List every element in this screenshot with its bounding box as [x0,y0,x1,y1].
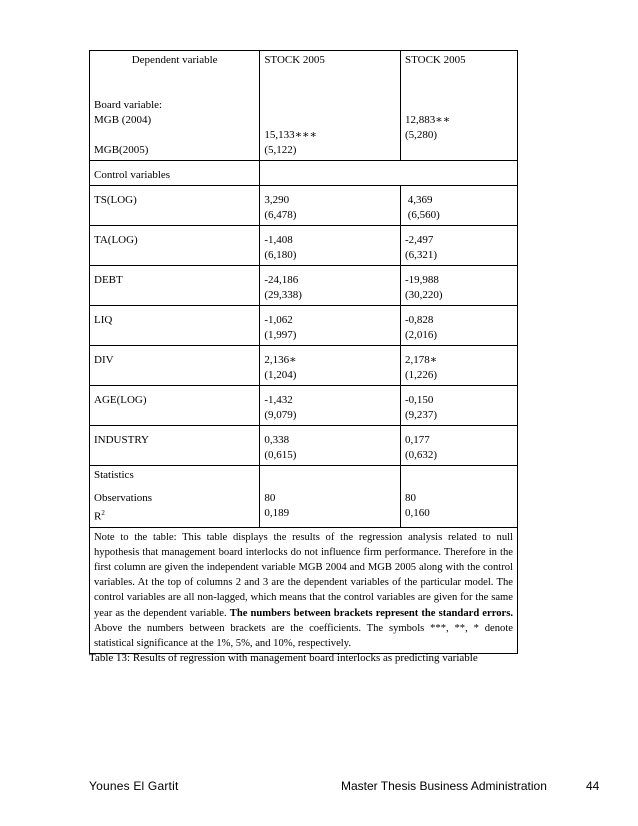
header-cell-col2 [260,51,401,161]
table-row [90,306,518,346]
row-se: (0,615) [264,449,297,461]
row-se: (9,237) [405,409,438,421]
row-label: LIQ [94,314,113,326]
table-caption: Table 13: Results of regression with management board interlocks as predicting variable [89,652,478,664]
row-se: (2,016) [405,329,438,341]
statistics-col2 [260,466,401,528]
row-coef: 4,369 [405,194,433,206]
mgb2005-label: MGB(2005) [94,144,149,156]
header-cell-dependent [90,51,260,161]
statistics-label: Statistics [94,469,134,481]
statistics-col3 [401,466,518,528]
row-se: (1,204) [264,369,297,381]
row-se: (0,632) [405,449,438,461]
table-row [90,346,518,386]
table-row [90,266,518,306]
mgb2005-se: (5,122) [264,144,297,156]
header-row [90,51,518,161]
statistics-row [90,466,518,528]
regression-table [89,50,518,654]
mgb2004-coef: 12,883∗∗ [405,114,451,126]
footer-page-number: 44 [586,779,600,793]
row-se: (30,220) [405,289,443,301]
row-se: (1,226) [405,369,438,381]
statistics-cell [90,466,260,528]
row-coef: -19,988 [405,274,439,286]
board-variable-label: Board variable: [94,99,163,111]
table-note: Note to the table: This table displays the results of the regression analysis related to null hypothesis that management board interlocks do not influence firm performance. Therefore in the first column are given the independent variable MGB 2004 and MGB 2005 along with the control variables. At the top of columns 2 and 3 are the dependent variables of the particular model. The control variables are all non-lagged, which means that the control variables are given for the same year as the dependent variable. The numbers between brackets represent the standard errors. Above the numbers between brackets are the coefficients. The symbols ***, **, * denote statistical significance at the 1%, 5%, and 10%, respectively. [90,527,518,654]
table-row [90,186,518,226]
header-col3-label: STOCK 2005 [405,54,466,66]
footer-title: Master Thesis Business Administration [341,779,547,793]
row-coef: 0,177 [405,434,430,446]
header-dependent-label: Dependent variable [131,54,218,66]
row-coef: 2,178∗ [405,354,438,366]
row-label: DEBT [94,274,123,286]
header-cell-col3 [401,51,518,161]
row-se: (1,997) [264,329,297,341]
control-variables-empty [260,161,518,186]
note-bold-text: The numbers between brackets represent the standard errors. [229,607,513,619]
row-se: (6,180) [264,249,297,261]
control-variables-label: Control variables [90,161,260,186]
row-label: TA(LOG) [94,234,138,246]
mgb2004-se: (5,280) [405,129,438,141]
observations-col2: 80 [264,492,276,504]
row-coef: -0,828 [405,314,434,326]
row-coef: -1,062 [264,314,293,326]
header-col2-label: STOCK 2005 [264,54,325,66]
observations-col3: 80 [405,492,417,504]
row-coef: -24,186 [264,274,299,286]
table-row [90,386,518,426]
row-coef: -2,497 [405,234,434,246]
table-row [90,426,518,466]
row-label: TS(LOG) [94,194,137,206]
control-variables-row [90,161,518,186]
mgb2004-label: MGB (2004) [94,114,152,126]
row-coef: -1,408 [264,234,293,246]
row-label: AGE(LOG) [94,394,147,406]
mgb2005-coef: 15,133∗∗∗ [264,129,317,141]
row-se: (9,079) [264,409,297,421]
r-squared-label: $R^2$ [94,509,105,523]
note-row [90,527,518,654]
row-coef: -1,432 [264,394,293,406]
row-se: (6,321) [405,249,438,261]
table-row [90,226,518,266]
row-coef: 3,290 [264,194,290,206]
row-se: (29,338) [264,289,302,301]
observations-label: Observations [94,492,153,504]
row-coef: 2,136∗ [264,354,297,366]
row-coef: -0,150 [405,394,434,406]
r-squared-col2: 0,189 [264,507,290,519]
r-squared-col3: 0,160 [405,507,430,519]
row-coef: 0,338 [264,434,290,446]
row-label: INDUSTRY [94,434,150,446]
row-se: (6,560) [405,209,440,221]
footer-author: Younes El Gartit [89,779,179,793]
row-label: DIV [94,354,114,366]
row-se: (6,478) [264,209,297,221]
